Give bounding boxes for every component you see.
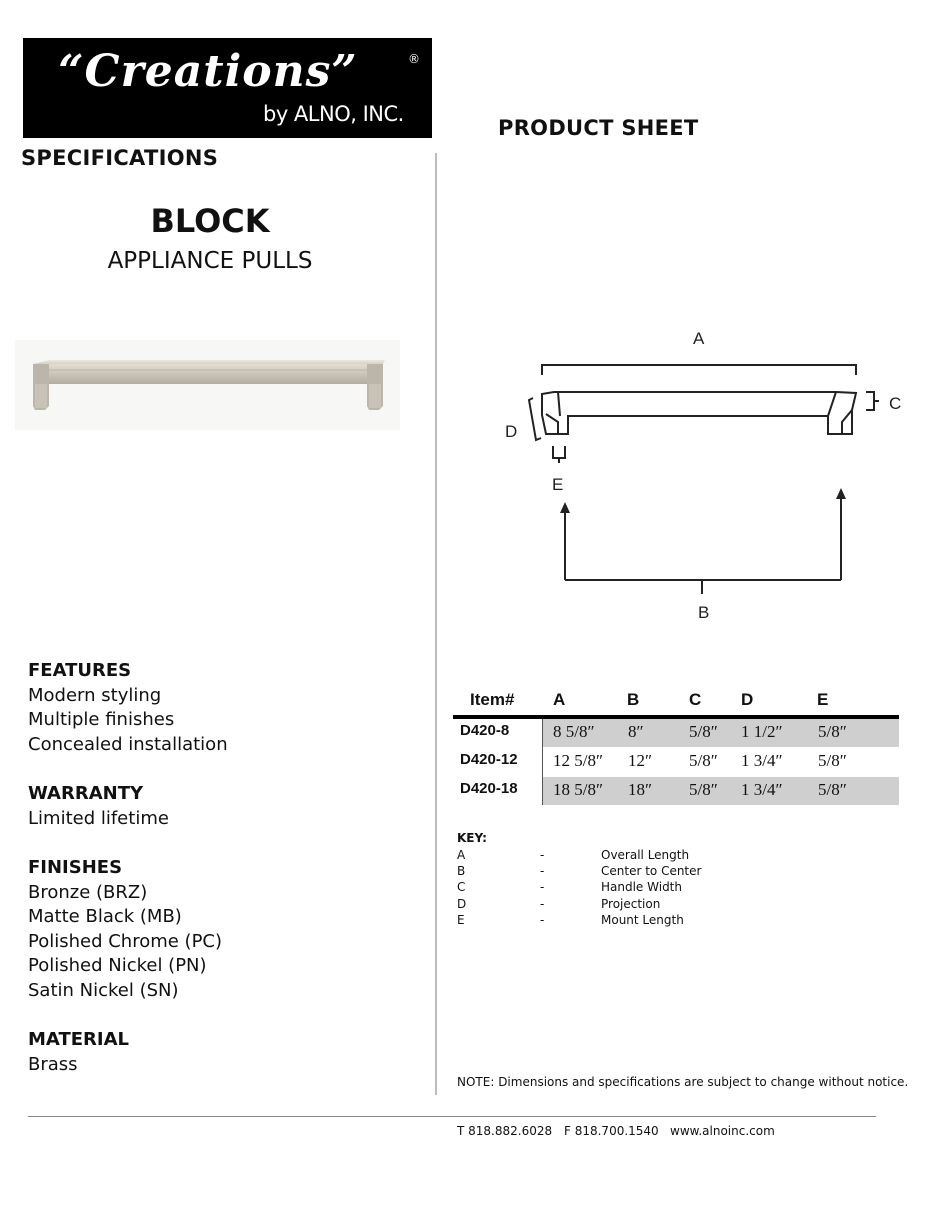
- table-cell: 5/8″: [689, 722, 718, 741]
- dimension-diagram: [495, 322, 915, 627]
- product-sheet-heading: PRODUCT SHEET: [498, 116, 699, 140]
- key-description: Projection: [601, 897, 661, 911]
- finish-item: Bronze (BRZ): [28, 881, 148, 903]
- product-category: APPLIANCE PULLS: [107, 248, 313, 274]
- table-cell-item: D420-8: [460, 722, 510, 739]
- key-description: Handle Width: [601, 880, 682, 894]
- key-description: Overall Length: [601, 848, 690, 862]
- logo-subtitle: by ALNO, INC.: [263, 102, 404, 126]
- features-section: [28, 659, 228, 757]
- label-d: D: [505, 422, 518, 441]
- logo-wordmark: “Creations”: [58, 46, 358, 97]
- footer-fax: F 818.700.1540: [564, 1124, 659, 1138]
- finish-item: Polished Chrome (PC): [28, 930, 223, 952]
- column-header-item: Item#: [470, 690, 515, 709]
- label-a: A: [693, 329, 705, 348]
- product-name: BLOCK: [150, 202, 270, 240]
- table-cell: 18 5/8″: [553, 780, 604, 799]
- key-letter: C: [457, 880, 466, 894]
- column-header-e: E: [817, 690, 829, 709]
- label-c: C: [889, 394, 902, 413]
- feature-item: Concealed installation: [28, 733, 228, 755]
- table-cell: 5/8″: [818, 722, 847, 741]
- key-description: Center to Center: [601, 864, 702, 878]
- material-section: [28, 1028, 129, 1077]
- key-dash: -: [540, 864, 545, 878]
- finish-item: Matte Black (MB): [28, 906, 182, 928]
- warranty-section: [28, 782, 169, 831]
- key-dash: -: [540, 848, 545, 862]
- features-heading: FEATURES: [28, 660, 132, 681]
- table-column-rule: [542, 719, 543, 805]
- table-cell: 1 3/4″: [741, 751, 783, 770]
- table-cell: 12 5/8″: [553, 751, 604, 770]
- product-photo: [15, 340, 400, 430]
- key-letter: A: [457, 848, 466, 862]
- key-entry: [457, 864, 702, 878]
- table-cell: 5/8″: [689, 780, 718, 799]
- table-cell: 5/8″: [689, 751, 718, 770]
- feature-item: Multiple finishes: [28, 709, 175, 731]
- warranty-heading: WARRANTY: [28, 783, 144, 804]
- column-header-a: A: [553, 690, 566, 709]
- label-b: B: [698, 603, 710, 622]
- material-item: Brass: [28, 1053, 78, 1075]
- key-entry: [457, 913, 684, 927]
- finish-item: Satin Nickel (SN): [28, 979, 179, 1001]
- key-entry: [457, 848, 690, 862]
- key-dash: -: [540, 913, 545, 927]
- key-description: Mount Length: [601, 913, 684, 927]
- table-cell: 5/8″: [818, 751, 847, 770]
- brand-logo: [23, 38, 432, 138]
- column-header-c: C: [689, 690, 702, 709]
- footer-phone: T 818.882.6028: [457, 1124, 553, 1138]
- key-letter: D: [457, 897, 467, 911]
- table-cell-item: D420-12: [460, 751, 518, 768]
- table-cell: 12″: [628, 751, 653, 770]
- specifications-heading: SPECIFICATIONS: [21, 146, 219, 170]
- table-cell: 1 1/2″: [741, 722, 783, 741]
- column-header-b: B: [627, 690, 640, 709]
- key-entry: [457, 880, 682, 894]
- table-cell: 18″: [628, 780, 653, 799]
- footer-website[interactable]: www.alnoinc.com: [670, 1124, 775, 1138]
- table-cell: 8″: [628, 722, 644, 741]
- key-letter: B: [457, 864, 466, 878]
- table-cell: 8 5/8″: [553, 722, 595, 741]
- label-e: E: [552, 475, 564, 494]
- key-dash: -: [540, 880, 545, 894]
- table-cell-item: D420-18: [460, 780, 518, 797]
- finishes-heading: FINISHES: [28, 857, 123, 878]
- table-cell: 5/8″: [818, 780, 847, 799]
- key-letter: E: [457, 913, 465, 927]
- disclaimer-note: NOTE: Dimensions and specifications are subject to change without notice.: [457, 1075, 909, 1089]
- finish-item: Polished Nickel (PN): [28, 955, 207, 977]
- column-header-d: D: [741, 690, 754, 709]
- logo-registered-mark: ®: [408, 52, 420, 66]
- key-entry: [457, 897, 661, 911]
- key-dash: -: [540, 897, 545, 911]
- key-title: KEY:: [457, 831, 487, 845]
- table-cell: 1 3/4″: [741, 780, 783, 799]
- material-heading: MATERIAL: [28, 1029, 129, 1050]
- column-divider: [435, 153, 437, 1095]
- feature-item: Modern styling: [28, 684, 162, 706]
- footer-rule: [28, 1116, 876, 1117]
- warranty-item: Limited lifetime: [28, 807, 169, 829]
- finishes-section: [28, 856, 222, 1004]
